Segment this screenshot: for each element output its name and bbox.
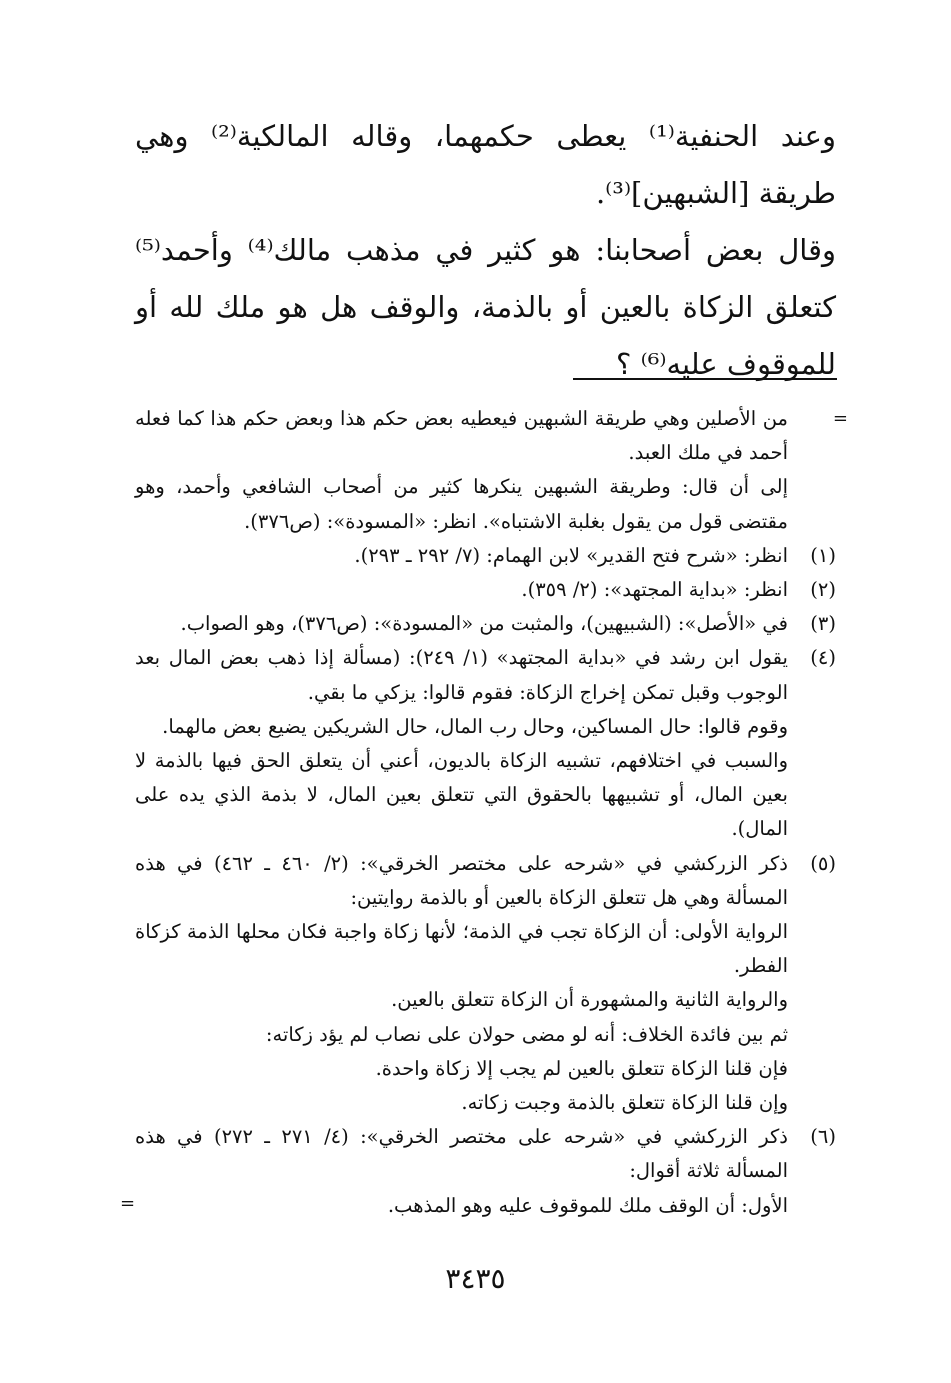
footnote-6 xyxy=(135,1120,836,1223)
footnote-number: (٥) xyxy=(810,851,836,875)
footnote-2 xyxy=(135,573,836,607)
footnote-text: ذكر الزركشي في «شرحه على مختصر الخرقي»: (٤/ ٢٧١ ـ ٢٧٢) في هذه المسألة ثلاثة أقوال: xyxy=(135,1125,788,1183)
footnote-text: في «الأصل»: (الشبيهين)، والمثبت من «المسودة»: (ص٣٧٦)، وهو الصواب. xyxy=(180,612,788,636)
footnote-number: (١) xyxy=(810,543,836,567)
main-text xyxy=(135,108,836,393)
footnote-text: ذكر الزركشي في «شرحه على مختصر الخرقي»: (٢/ ٤٦٠ ـ ٤٦٢) في هذه المسألة وهي هل تتعلق الزكاة بالعين أو بالذمة روايتين: xyxy=(135,851,788,909)
footnote-5 xyxy=(135,847,836,1121)
footnote-text: وإن قلنا الزكاة تتعلق بالذمة وجبت زكاته. xyxy=(461,1091,788,1115)
footnote-text: يقول ابن رشد في «بداية المجتهد» (١/ ٢٤٩): (مسألة إذا ذهب بعض المال بعد الوجوب وقبل تمكن إخراج الزكاة: فقوم قالوا: يزكي ما بقي. xyxy=(135,646,788,704)
footnote-1 xyxy=(135,539,836,573)
footnote-4 xyxy=(135,641,836,846)
footnote-text: الأول: أن الوقف ملك للموقوف عليه وهو المذهب. xyxy=(387,1193,788,1217)
footnote-text: إلى أن قال: وطريقة الشبهين ينكرها كثير من أصحاب الشافعي وأحمد، وهو مقتضى قول من يقول بغلبة الاشتباه». انظر: «المسودة»: (ص٣٧٦). xyxy=(135,475,788,533)
main-paragraph: وعند الحنفية⁽¹⁾ يعطى حكمهما، وقاله المالكية⁽²⁾ وهي طريقة [الشبهين]⁽³⁾. xyxy=(135,119,836,210)
footnote-text: فإن قلنا الزكاة تتعلق بالعين لم يجب إلا زكاة واحدة. xyxy=(375,1056,788,1080)
footnote-separator xyxy=(573,378,837,380)
continuation-marker: = xyxy=(832,408,848,429)
footnote-continuation xyxy=(135,402,836,539)
main-paragraph: وقال بعض أصحابنا: هو كثير في مذهب مالك⁽⁴⁾ وأحمد⁽⁵⁾ كتعلق الزكاة بالعين أو بالذمة، والوقف هل هو ملك لله أو للموقوف عليه⁽⁶⁾ ؟ xyxy=(135,233,836,381)
footnote-text: والسبب في اختلافهم، تشبيه الزكاة بالديون، أعني أن يتعلق الحق فيها بالذمة لا بعين المال، أو تشبيهها بالحقوق التي تتعلق بعين المال، لا بذمة الذي يده على المال). xyxy=(135,749,788,841)
footnote-text: الرواية الأولى: أن الزكاة تجب في الذمة؛ لأنها زكاة واجبة فكان محلها الذمة كزكاة الفطر. xyxy=(135,920,788,978)
footnote-text: انظر: «بداية المجتهد»: (٢/ ٣٥٩). xyxy=(521,578,788,602)
footnote-number: (٦) xyxy=(810,1125,836,1149)
continuation-marker-end: = xyxy=(120,1193,136,1214)
footnote-text: من الأصلين وهي طريقة الشبهين فيعطيه بعض حكم هذا وبعض حكم هذا كما فعله أحمد في ملك العبد. xyxy=(135,407,788,465)
footnote-text: والرواية الثانية والمشهورة أن الزكاة تتعلق بالعين. xyxy=(391,988,788,1012)
footnote-number: (٣) xyxy=(810,612,836,636)
footnotes xyxy=(135,402,836,1223)
page-number: ٣٤٣٥ xyxy=(445,1262,506,1295)
footnote-text: انظر: «شرح فتح القدير» لابن الهمام: (٧/ ٢٩٢ ـ ٢٩٣). xyxy=(354,543,788,567)
footnote-text: وقوم قالوا: حال المساكين، وحال رب المال، حال الشريكين يضيع بعض مالهما. xyxy=(162,714,788,738)
footnote-text: ثم بين فائدة الخلاف: أنه لو مضى حولان على نصاب لم يؤد زكاته: xyxy=(265,1022,788,1046)
footnote-number: (٤) xyxy=(810,646,836,670)
footnote-3 xyxy=(135,607,836,641)
footnote-number: (٢) xyxy=(810,578,836,602)
